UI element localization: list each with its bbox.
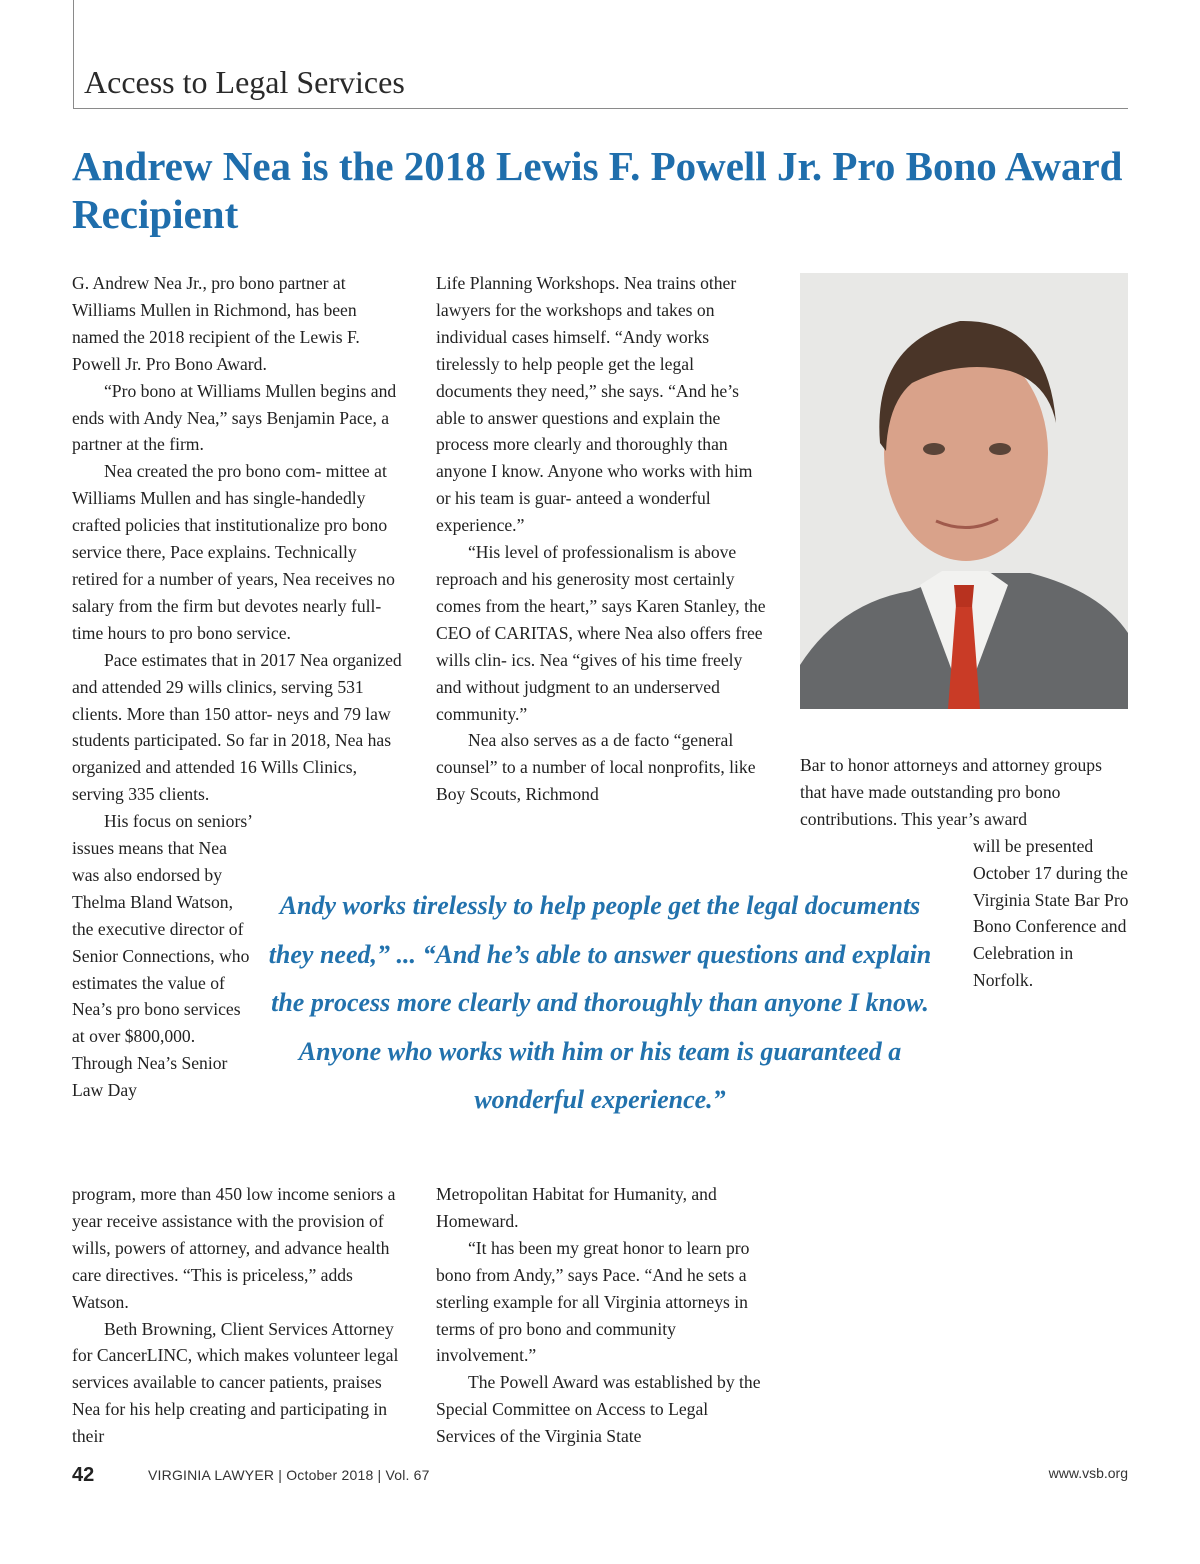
paragraph: Life Planning Workshops. Nea trains other lawyers for the workshops and takes on individual cases himself. “Andy works tirelessly to help people get the legal documents they need,” she says. “And he’s able to answer questions and explain the process more clearly and thoroughly than anyone I know. Anyone who works with him or his team is guar- anteed a wonderful experience.” [436,273,753,536]
paragraph: Bar to honor attorneys and attorney groups that have made outstanding pro bono contributions. This year’s award [800,755,1102,829]
paragraph: G. Andrew Nea Jr., pro bono partner at Williams Mullen in Richmond, has been named the 2018 recipient of the Lewis F. Powell Jr. Pro Bono Award. [72,273,360,374]
article-headline: Andrew Nea is the 2018 Lewis F. Powell Jr. Pro Bono Award Recipient [72,143,1123,237]
paragraph: program, more than 450 low income seniors a year receive assistance with the provision of wills, powers of attorney, and advance health care directives. “This is priceless,” adds Watson. [72,1184,396,1312]
paragraph: “It has been my great honor to learn pro bono from Andy,” says Pace. “And he sets a sterling example for all Virginia attorneys in terms of pro bono and community involvement.” [436,1237,750,1366]
paragraph: Nea created the pro bono com- mittee at Williams Mullen and has single-handedly crafted policies that institutionalize pro bono service there, Pace explains. Technically retired for a number of years, Nea receives no salary from the firm but devotes nearly full- time hours to pro bono service. [72,461,395,643]
article-column-3 [800,752,1130,994]
paragraph: Beth Browning, Client Services Attorney for CancerLINC, which makes volunteer legal services available to cancer patients, praises Nea for his help creating and participating in their [72,1318,399,1447]
paragraph: Nea also serves as a de facto “general counsel” to a number of local nonprofits, like Boy Scouts, Richmond [436,730,756,805]
website-url: www.vsb.org [1048,1465,1128,1481]
paragraph-wrapped: His focus on seniors’ issues means that Nea was also endorsed by Thelma Bland Watson, the executive director of Senior Connections, who estimates the value of Nea’s pro bono services at over $800,000. Through Nea’s Senior Law Day [72,811,252,1101]
portrait-photo [800,273,1128,709]
paragraph-wrapped: will be presented October 17 during the Virginia State Bar Pro Bono Conference and Celebration in Norfolk. [973,835,1129,991]
section-rule-horizontal [73,108,1128,109]
paragraph: “Pro bono at Williams Mullen begins and ends with Andy Nea,” says Benjamin Pace, a partner at the firm. [72,380,397,455]
magazine-info: VIRGINIA LAWYER | October 2018 | Vol. 67 [148,1467,430,1483]
paragraph: The Powell Award was established by the Special Committee on Access to Legal Services of the Virginia State [436,1372,761,1447]
paragraph: Pace estimates that in 2017 Nea organized and attended 29 wills clinics, serving 531 clients. More than 150 attor- neys and 79 law students participated. So far in 2018, Nea has organized and attended 16 Wills Clinics, serving 335 clients. [72,649,402,805]
page-number: 42 [72,1464,95,1486]
section-title: Access to Legal Services [84,64,405,100]
pull-quote-text: Andy works tirelessly to help people get the legal documents they need,” ... “And he’s able to answer questions and explain the process more clearly and thoroughly than anyone I know. Anyone who works with him or his team is guaranteed a wonderful experience.” [268,891,932,1114]
paragraph: Metropolitan Habitat for Humanity, and Homeward. [436,1184,717,1231]
article-column-1-continued [72,1181,404,1450]
portrait-illustration [800,273,1128,709]
paragraph: “His level of professionalism is above reproach and his generosity most certainly comes from the heart,” says Karen Stanley, the CEO of CARITAS, where Nea also offers free wills clin- ics. Nea “gives of his time freely and without judgment to an underserved community.” [436,542,766,724]
article-column-2 [436,270,766,808]
section-rule-vertical [73,0,74,108]
article-column-2-continued [436,1181,766,1450]
